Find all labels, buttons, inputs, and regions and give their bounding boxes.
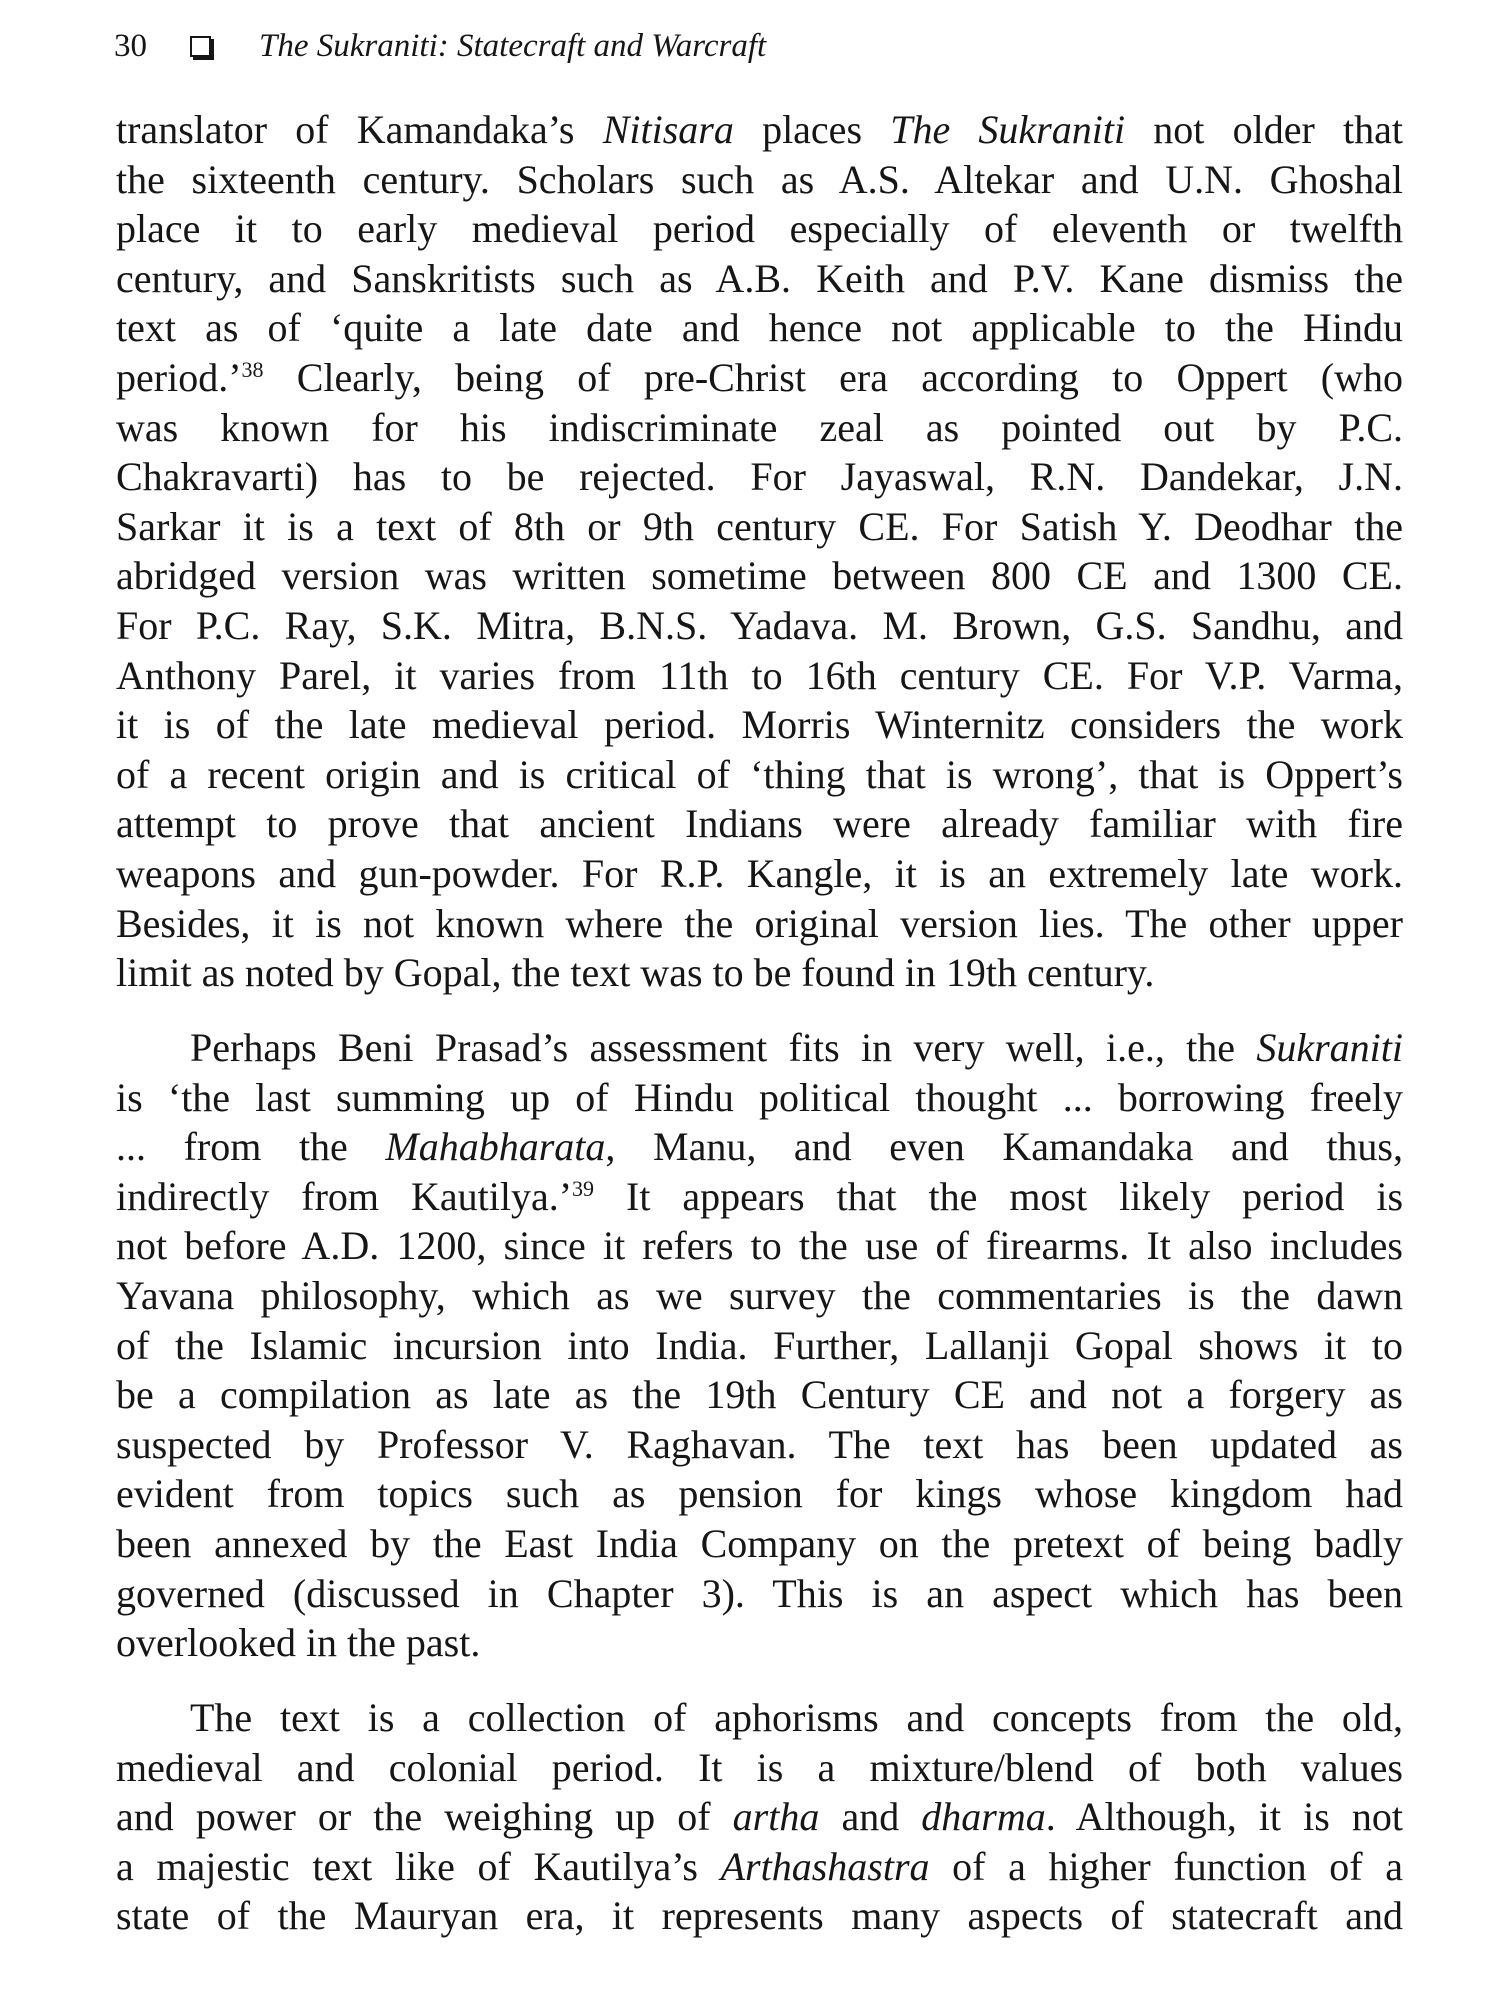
text-line	[116, 651, 1403, 701]
text-run: the sixteenth century. Scholars such as A.S. Altekar and U.N. Ghoshal	[116, 156, 1403, 202]
text-run: places	[733, 107, 891, 152]
text-run: . Although, it is not	[1045, 1794, 1403, 1840]
text-line	[116, 1221, 1403, 1271]
text-line	[116, 353, 1403, 403]
text-line	[116, 849, 1403, 899]
text-line	[116, 700, 1403, 750]
text-run: period.’	[116, 354, 242, 400]
text-run: weapons and gun-powder. For R.P. Kangle, it is an extremely late work.	[116, 850, 1403, 896]
text-line	[116, 1023, 1403, 1073]
text-line	[116, 1842, 1403, 1892]
italic-term: Nitisara	[602, 107, 734, 152]
text-line	[116, 1519, 1403, 1569]
italic-term: The Sukraniti	[890, 107, 1126, 152]
text-run: is ‘the last summing up of Hindu political thought ... borrowing freely	[116, 1074, 1403, 1120]
text-line	[116, 452, 1403, 502]
text-line	[116, 1693, 1403, 1743]
text-run: it is of the late medieval period. Morris Winternitz considers the work	[116, 702, 1403, 748]
text-run: , Manu, and even Kamandaka and thus,	[605, 1124, 1403, 1170]
page-number: 30	[114, 28, 147, 64]
paragraph-2	[116, 1023, 1403, 1668]
italic-term: Arthashastra	[720, 1843, 930, 1889]
text-line	[116, 799, 1403, 849]
text-run: not before A.D. 1200, since it refers to the use of firearms. It also includes	[116, 1223, 1403, 1269]
text-run: century, and Sanskritists such as A.B. Keith and P.V. Kane dismiss the	[116, 255, 1403, 301]
text-line	[116, 1569, 1403, 1619]
text-line	[116, 899, 1403, 949]
text-line	[116, 601, 1403, 651]
square-bullet-icon	[190, 36, 211, 57]
text-run: be a compilation as late as the 19th Century CE and not a forgery as	[116, 1372, 1403, 1418]
text-run: place it to early medieval period especially of eleventh or twelfth	[116, 206, 1403, 252]
text-run: text as of ‘quite a late date and hence not applicable to the Hindu	[116, 305, 1403, 351]
text-line	[116, 1271, 1403, 1321]
text-line	[116, 303, 1403, 353]
text-run: attempt to prove that ancient Indians were already familiar with fire	[116, 801, 1403, 847]
text-line	[116, 105, 1403, 155]
text-line	[116, 1792, 1403, 1842]
text-line	[116, 1122, 1403, 1172]
text-run: Clearly, being of pre-Christ era according to Oppert (who	[263, 354, 1403, 400]
text-run: a majestic text like of Kautilya’s	[116, 1843, 721, 1889]
text-line	[116, 1073, 1403, 1123]
text-run: limit as noted by Gopal, the text was to be found in 19th century.	[116, 950, 1155, 996]
text-run: was known for his indiscriminate zeal as pointed out by P.C.	[116, 404, 1403, 450]
text-run: translator of Kamandaka’s	[116, 107, 603, 152]
footnote-ref: 39	[572, 1175, 595, 1201]
text-line	[116, 403, 1403, 453]
text-run: not older that	[1125, 107, 1403, 152]
text-run: Chakravarti) has to be rejected. For Jayaswal, R.N. Dandekar, J.N.	[116, 454, 1403, 500]
text-line	[116, 551, 1403, 601]
text-line	[116, 254, 1403, 304]
text-run: evident from topics such as pension for kings whose kingdom had	[116, 1471, 1403, 1517]
italic-term: dharma	[921, 1794, 1046, 1840]
text-run: state of the Mauryan era, it represents many aspects of statecraft and	[116, 1893, 1403, 1939]
text-run: and	[819, 1794, 922, 1840]
text-line	[116, 1370, 1403, 1420]
book-title: The Sukraniti: Statecraft and Warcraft	[259, 28, 767, 64]
text-run: For P.C. Ray, S.K. Mitra, B.N.S. Yadava. M. Brown, G.S. Sandhu, and	[116, 602, 1403, 648]
text-run: ... from the	[116, 1124, 386, 1170]
paragraph-1	[116, 105, 1403, 998]
text-line	[116, 750, 1403, 800]
text-run: Yavana philosophy, which as we survey the commentaries is the dawn	[116, 1272, 1403, 1318]
text-run: Anthony Parel, it varies from 11th to 16th century CE. For V.P. Varma,	[116, 652, 1403, 698]
text-line	[116, 1743, 1403, 1793]
text-run: of a higher function of a	[929, 1843, 1403, 1889]
text-line	[116, 1420, 1403, 1470]
italic-term: artha	[732, 1794, 820, 1840]
text-run: of a recent origin and is critical of ‘thing that is wrong’, that is Oppert’s	[116, 751, 1403, 797]
paragraph-3	[116, 1693, 1403, 1941]
text-line	[116, 204, 1403, 254]
text-run: abridged version was written sometime between 800 CE and 1300 CE.	[116, 553, 1403, 599]
footnote-ref: 38	[241, 356, 264, 382]
text-run: It appears that the most likely period is	[594, 1173, 1404, 1219]
text-run: suspected by Professor V. Raghavan. The text has been updated as	[116, 1421, 1403, 1467]
text-run: indirectly from Kautilya.’	[116, 1173, 573, 1219]
text-run: of the Islamic incursion into India. Further, Lallanji Gopal shows it to	[116, 1322, 1403, 1368]
text-run: overlooked in the past.	[116, 1620, 481, 1666]
italic-term: Mahabharata	[385, 1124, 606, 1170]
text-line	[116, 1891, 1403, 1941]
text-run: medieval and colonial period. It is a mixture/blend of both values	[116, 1744, 1403, 1790]
text-run: Sarkar it is a text of 8th or 9th century CE. For Satish Y. Deodhar the	[116, 503, 1403, 549]
text-run: and power or the weighing up of	[116, 1794, 733, 1840]
text-line	[116, 1469, 1403, 1519]
italic-term: Sukraniti	[1256, 1025, 1403, 1070]
text-run: governed (discussed in Chapter 3). This is an aspect which has been	[116, 1570, 1403, 1616]
text-line	[116, 155, 1403, 205]
text-run: Perhaps Beni Prasad’s assessment fits in very well, i.e., the	[190, 1025, 1257, 1070]
text-line	[116, 1321, 1403, 1371]
text-run: Besides, it is not known where the original version lies. The other upper	[116, 900, 1403, 946]
text-run: The text is a collection of aphorisms and concepts from the old,	[190, 1695, 1403, 1740]
text-line	[116, 1618, 1403, 1668]
text-line	[116, 1172, 1403, 1222]
text-line	[116, 948, 1403, 998]
text-line	[116, 502, 1403, 552]
text-run: been annexed by the East India Company on the pretext of being badly	[116, 1520, 1403, 1566]
